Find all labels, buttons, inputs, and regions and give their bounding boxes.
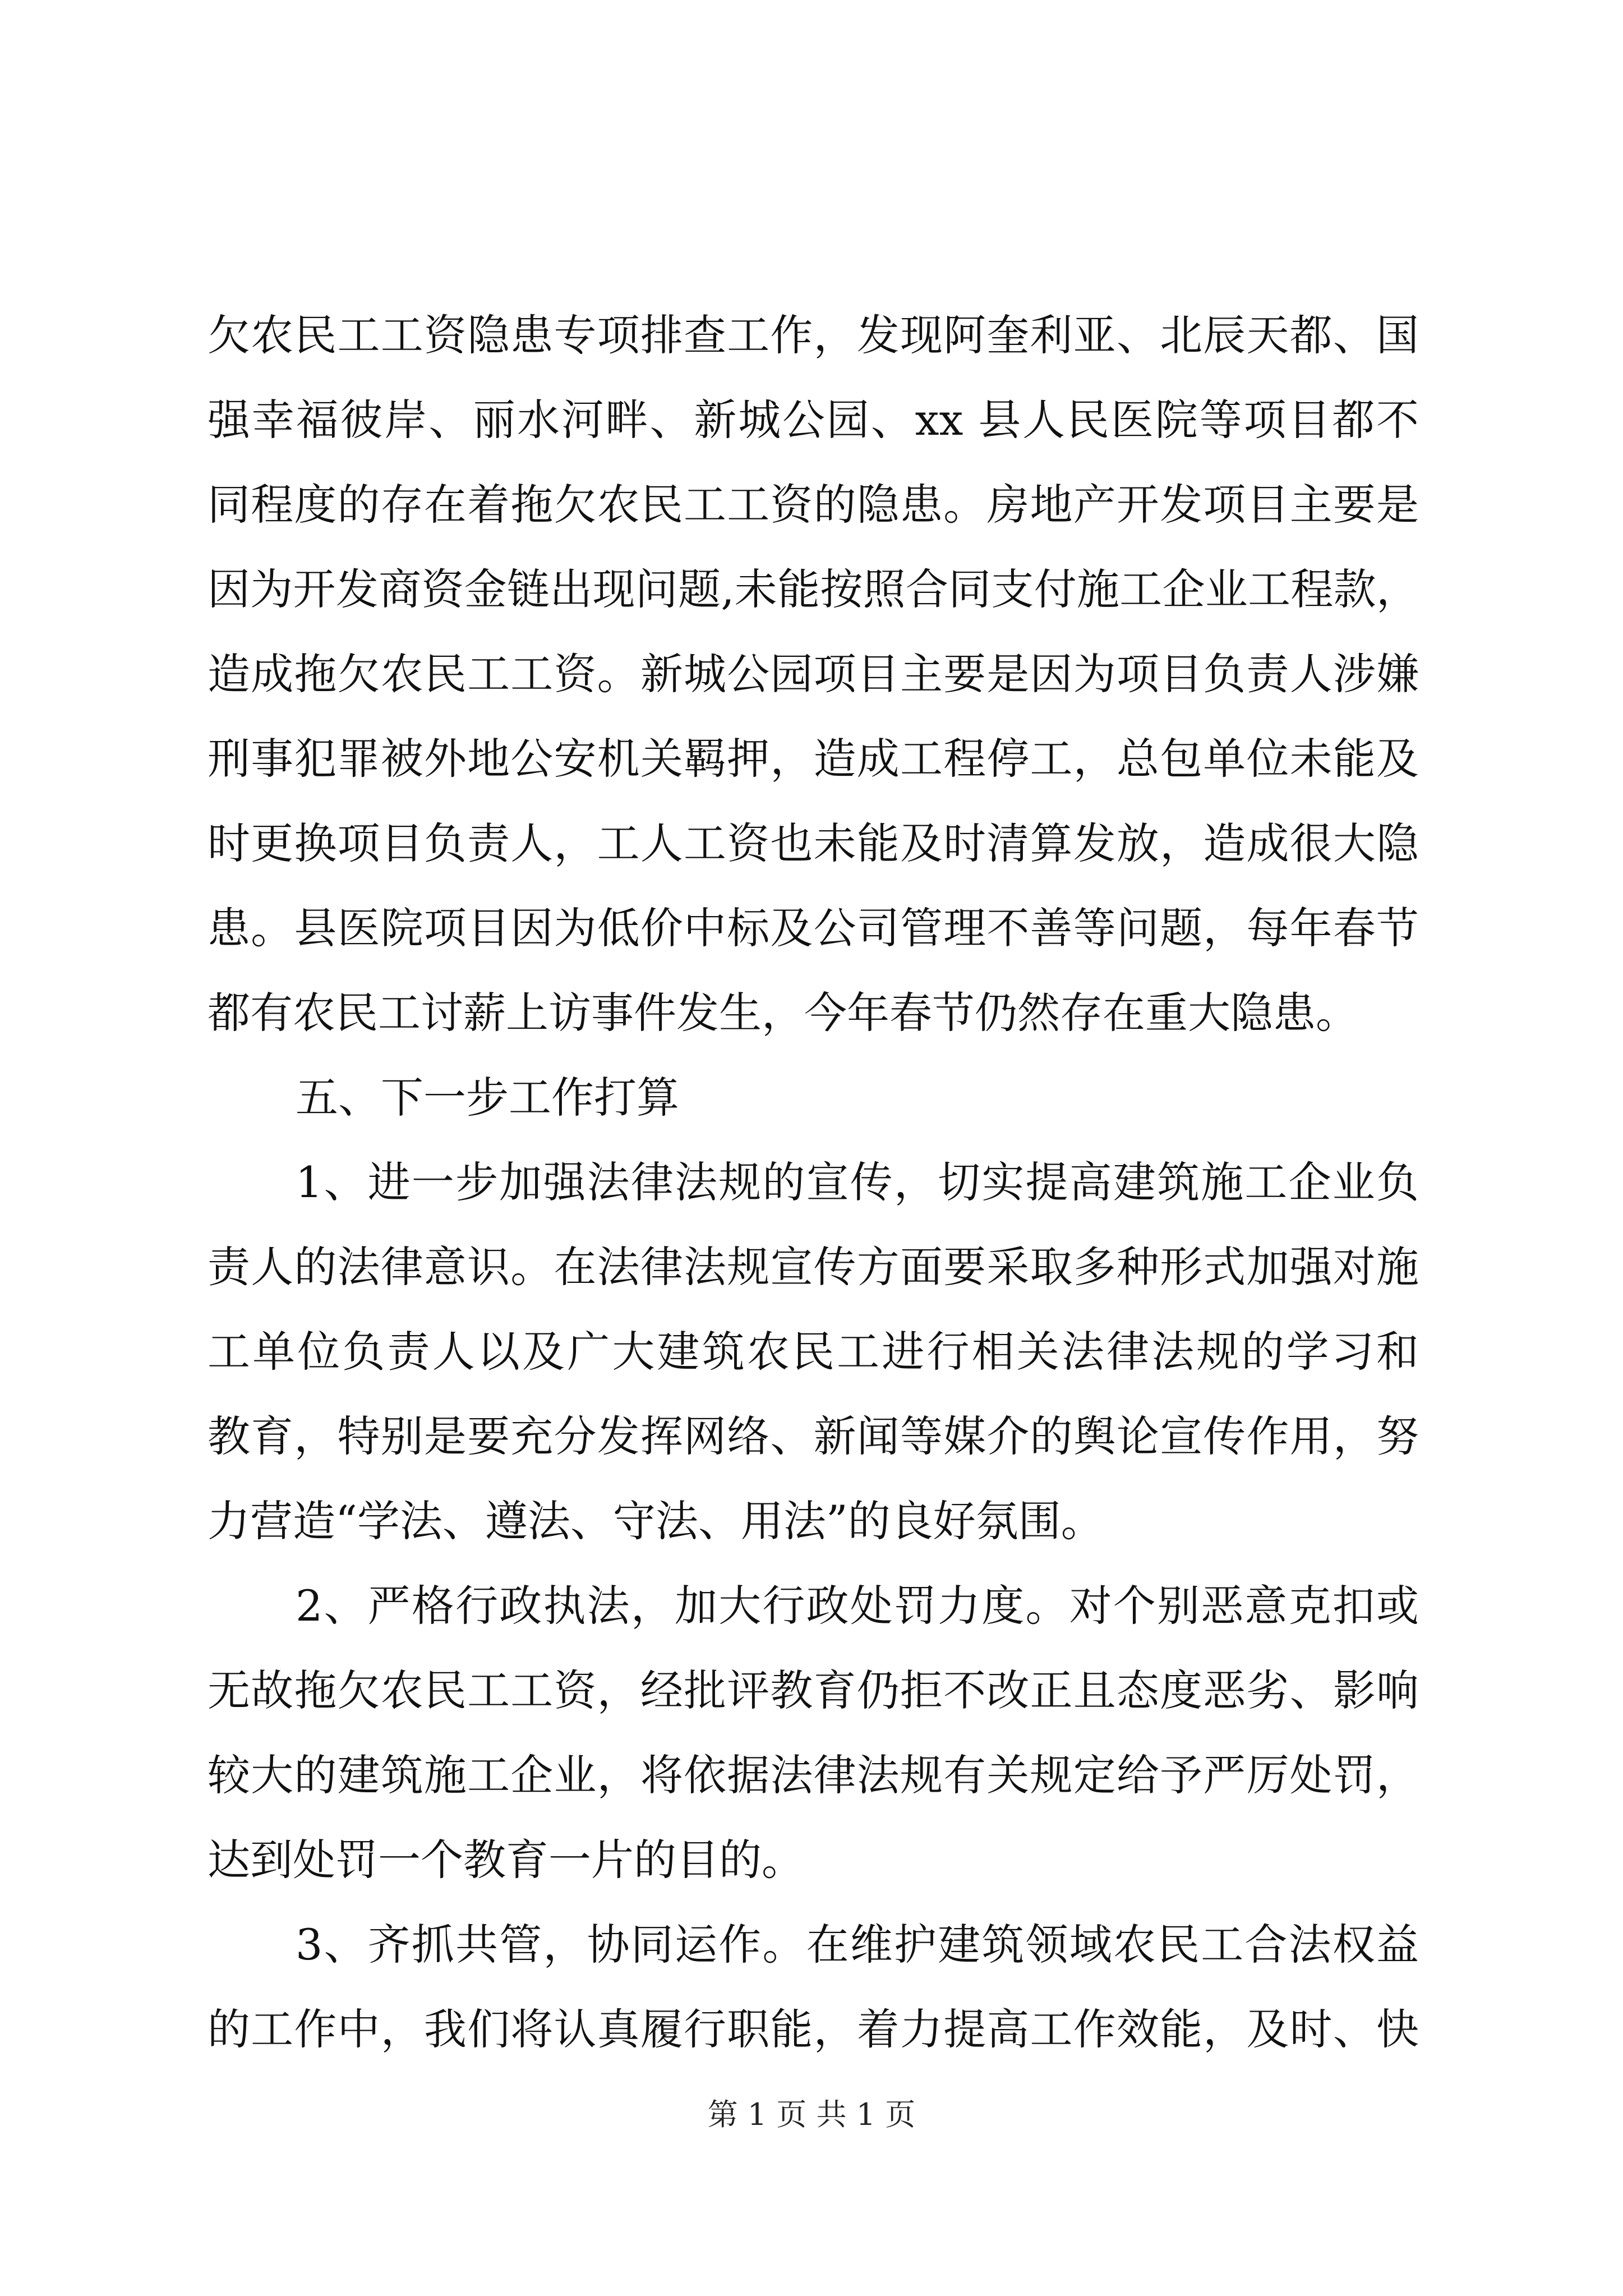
text-line: 无故拖欠农民工工资，经批评教育仍拒不改正且态度恶劣、影响 — [208, 1665, 1419, 1715]
text-line: 达到处罚一个教育一片的目的。 — [208, 1835, 804, 1885]
text-line: 欠农民工工资隐患专项排查工作，发现阿奎利亚、北辰天都、国 — [208, 310, 1419, 360]
text-line: 力营造“学法、遵法、守法、用法”的良好氛围。 — [208, 1496, 1104, 1546]
section-heading: 五、下一步工作打算 — [296, 1073, 679, 1122]
text-line: 强幸福彼岸、丽水河畔、新城公园、xx 县人民医院等项目都不 — [208, 395, 1419, 445]
text-line: 因为开发商资金链出现问题,未能按照合同支付施工企业工程款， — [208, 564, 1419, 614]
page-footer: 第 1 页 共 1 页 — [707, 2097, 916, 2132]
text-line: 时更换项目负责人，工人工资也未能及时清算发放，造成很大隐 — [208, 818, 1419, 868]
text-line: 刑事犯罪被外地公安机关羁押，造成工程停工，总包单位未能及 — [208, 734, 1419, 784]
text-line: 同程度的存在着拖欠农民工工资的隐患。房地产开发项目主要是 — [208, 480, 1419, 530]
text-line: 责人的法律意识。在法律法规宣传方面要采取多种形式加强对施 — [208, 1242, 1419, 1292]
text-line: 2、严格行政执法，加大行政处罚力度。对个别恶意克扣或 — [296, 1581, 1419, 1631]
text-line: 较大的建筑施工企业，将依据法律法规有关规定给予严厉处罚， — [208, 1750, 1419, 1800]
text-line: 1、进一步加强法律法规的宣传，切实提高建筑施工企业负 — [296, 1157, 1419, 1207]
text-line: 教育，特别是要充分发挥网络、新闻等媒介的舆论宣传作用，努 — [208, 1411, 1419, 1461]
document-body — [208, 293, 1419, 2072]
text-line: 造成拖欠农民工工资。新城公园项目主要是因为项目负责人涉嫌 — [208, 649, 1419, 699]
text-line: 患。县医院项目因为低价中标及公司管理不善等问题，每年春节 — [208, 903, 1419, 953]
text-line: 都有农民工讨薪上访事件发生，今年春节仍然存在重大隐患。 — [208, 988, 1358, 1038]
text-line: 3、齐抓共管，协同运作。在维护建筑领域农民工合法权益 — [296, 1920, 1419, 1970]
text-line: 工单位负责人以及广大建筑农民工进行相关法律法规的学习和 — [208, 1327, 1419, 1377]
text-line: 的工作中，我们将认真履行职能，着力提高工作效能，及时、快 — [208, 2004, 1419, 2054]
